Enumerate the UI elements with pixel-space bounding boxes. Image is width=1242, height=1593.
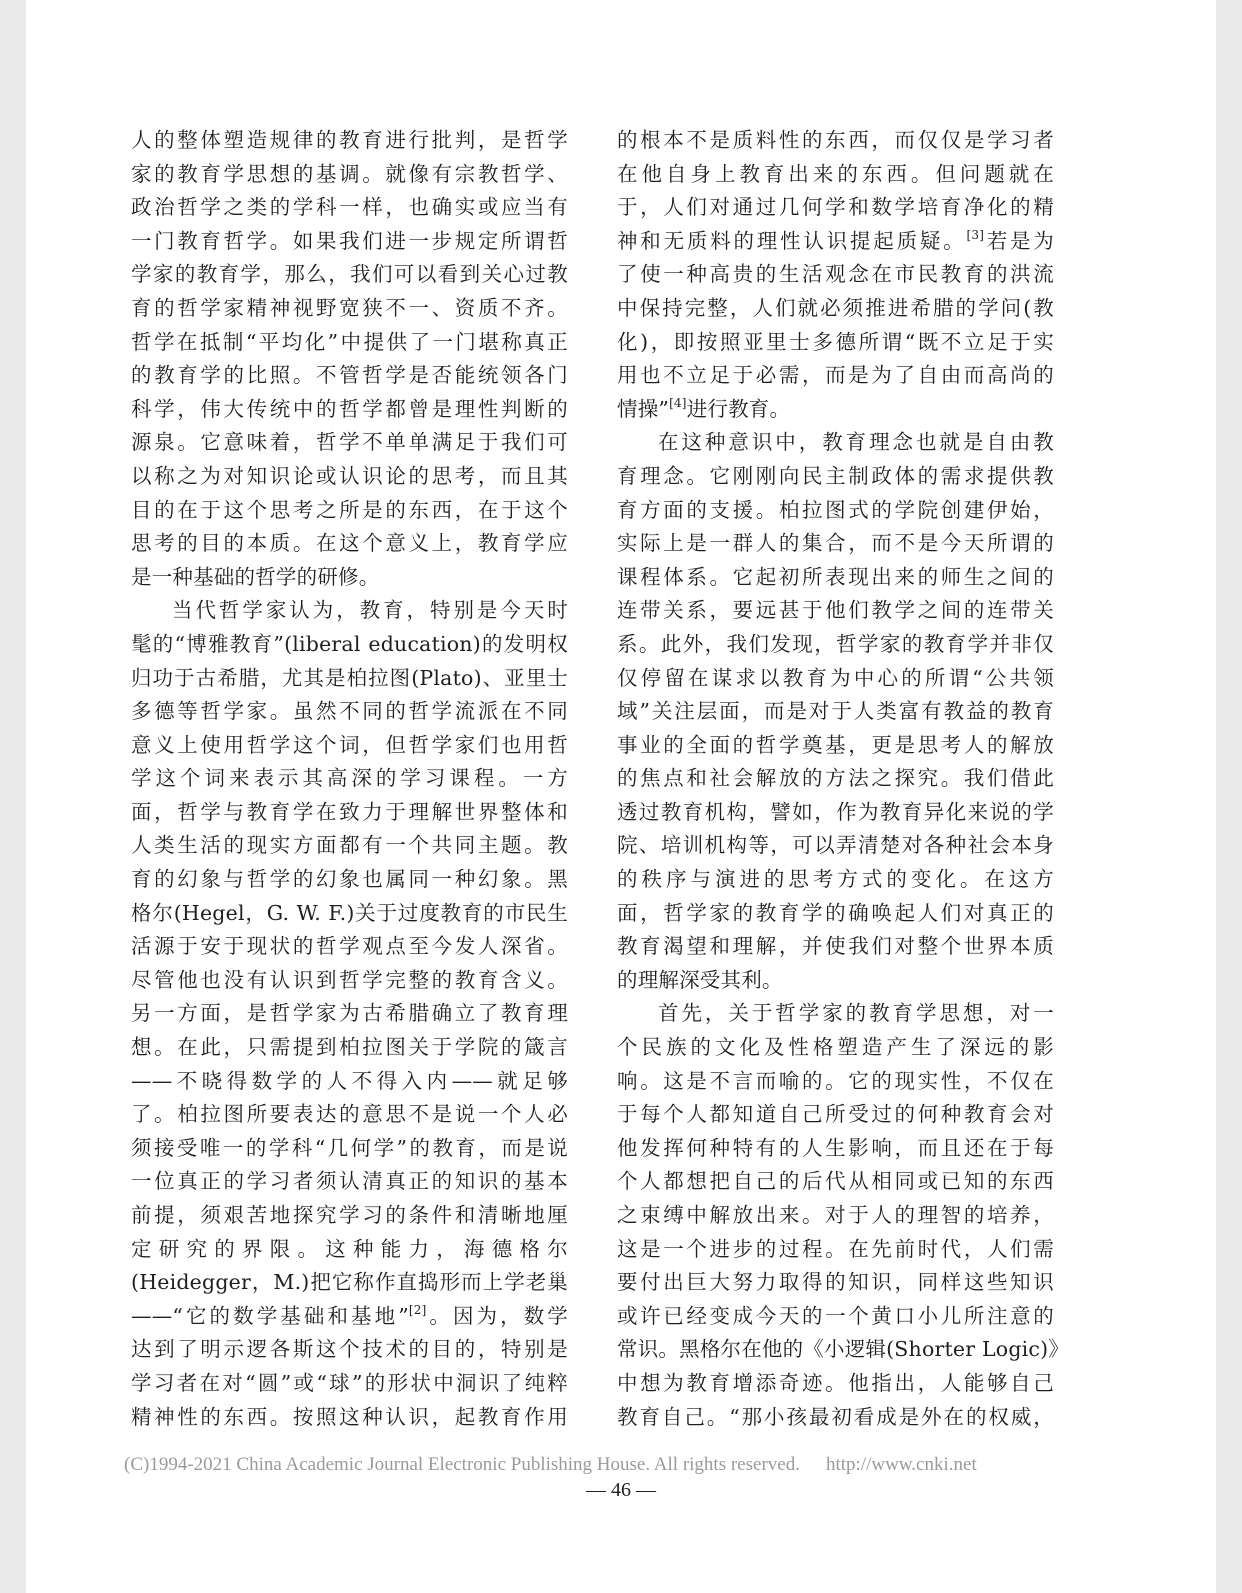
citation-ref: [4] [669, 395, 687, 410]
text-line: 学这个词来表示其高深的学习课程。一方 [131, 766, 568, 791]
text-line: ——不晓得数学的人不得入内——就足够 [131, 1068, 568, 1093]
text-line: 意义上使用哲学这个词，但哲学家们也用哲 [131, 732, 568, 757]
text-line: 要付出巨大努力取得的知识，同样这些知识 [617, 1270, 1054, 1295]
text-line: (Heidegger，M.)把它称作直捣形而上学老巢 [131, 1270, 568, 1295]
text-line: 这是一个进步的过程。在先前时代，人们需 [617, 1236, 1054, 1261]
text-line: 当代哲学家认为，教育，特别是今天时 [172, 598, 568, 623]
text-line: 学习者在对“圆”或“球”的形状中洞识了纯粹 [131, 1370, 568, 1395]
text-line: 精神性的东西。按照这种认识，起教育作用 [131, 1404, 568, 1429]
text-line: 在他自身上教育出来的东西。但问题就在 [617, 161, 1054, 186]
text-line: 政治哲学之类的学科一样，也确实或应当有 [131, 195, 568, 220]
text-line: 个民族的文化及性格塑造产生了深远的影 [617, 1035, 1054, 1060]
text-line: 家的教育学思想的基调。就像有宗教哲学、 [131, 161, 568, 186]
text-line: 想。在此，只需提到柏拉图关于学院的箴言 [131, 1035, 568, 1060]
text-line: 首先，关于哲学家的教育学思想，对一 [658, 1001, 1054, 1026]
text-line: 教育渴望和理解，并使我们对整个世界本质 [617, 934, 1054, 959]
citation-ref: [3] [966, 227, 985, 242]
text-line: 另一方面，是哲学家为古希腊确立了教育理 [131, 1001, 568, 1026]
text-line: 于每个人都知道自己所受过的何种教育会对 [617, 1102, 1054, 1127]
text-line: 常识。黑格尔在他的《小逻辑(Shorter Logic)》 [617, 1337, 1069, 1362]
text-line: 一门教育哲学。如果我们进一步规定所谓哲 [131, 228, 568, 253]
text-line: 活源于安于现状的哲学观点至今发人深省。 [131, 934, 568, 959]
text-line: 事业的全面的哲学奠基，更是思考人的解放 [617, 732, 1054, 757]
text-line: 于，人们对通过几何学和数学培育净化的精 [617, 195, 1054, 220]
text-line: 透过教育机构，譬如，作为教育异化来说的学 [617, 799, 1054, 824]
text-line: 响。这是不言而喻的。它的现实性，不仅在 [617, 1068, 1054, 1093]
text-line: 学家的教育学，那么，我们可以看到关心过教 [131, 262, 568, 287]
text-line: 归功于古希腊，尤其是柏拉图(Plato)、亚里士 [131, 665, 568, 690]
text-line: 面，哲学家的教育学的确唤起人们对真正的 [617, 900, 1054, 925]
text-line: 育方面的支援。柏拉图式的学院创建伊始， [617, 497, 1054, 522]
text-line: 目的在于这个思考之所是的东西，在于这个 [131, 497, 568, 522]
text-line: 一位真正的学习者须认清真正的知识的基本 [131, 1169, 568, 1194]
text-line: 了。柏拉图所要表达的意思不是说一个人必 [131, 1102, 568, 1127]
text-line: 用也不立足于必需，而是为了自由而高尚的 [617, 363, 1054, 388]
text-line: 的根本不是质料性的东西，而仅仅是学习者 [617, 128, 1054, 152]
text-line: 中想为教育增添奇迹。他指出，人能够自己 [617, 1370, 1054, 1395]
page-number: — 46 — [586, 1479, 656, 1501]
text-line: 或许已经变成今天的一个黄口小儿所注意的 [617, 1303, 1054, 1328]
text-line: 仅停留在谋求以教育为中心的所谓“公共领 [617, 665, 1054, 690]
text-line: 育的幻象与哲学的幻象也属同一种幻象。黑 [131, 867, 568, 892]
text-line: 前提，须艰苦地探究学习的条件和清晰地厘 [131, 1203, 568, 1227]
cnki-url: http://www.cnki.net [825, 1454, 977, 1475]
text-line: 中保持完整，人们就必须推进希腊的学问(教 [617, 295, 1054, 320]
text-line: 以称之为对知识论或认识论的思考，而且其 [131, 463, 568, 488]
text-line: 思考的目的本质。在这个意义上，教育学应 [131, 531, 568, 556]
text-line: 实际上是一群人的集合，而不是今天所谓的 [617, 531, 1054, 556]
text-line: 格尔(Hegel，G. W. F.)关于过度教育的市民生 [131, 900, 568, 925]
text-line: 人类生活的现实方面都有一个共同主题。教 [131, 833, 568, 858]
text-line: 哲学在抵制“平均化”中提供了一门堪称真正 [131, 329, 568, 354]
text-line: 髦的“博雅教育”(liberal education)的发明权 [131, 631, 568, 656]
text-line: 面，哲学与教育学在致力于理解世界整体和 [131, 799, 568, 824]
text-line: 的焦点和社会解放的方法之探究。我们借此 [617, 766, 1054, 791]
text-line: 的理解深受其利。 [617, 967, 783, 992]
text-line: 之束缚中解放出来。对于人的理智的培养， [617, 1203, 1054, 1227]
text-line: 神和无质料的理性认识提起质疑。[3]若是为 [617, 227, 1054, 253]
text-line: 源泉。它意味着，哲学不单单满足于我们可 [131, 430, 568, 455]
text-line: 个人都想把自己的后代从相同或已知的东西 [617, 1169, 1054, 1194]
text-line: 人的整体塑造规律的教育进行批判，是哲学 [131, 128, 568, 152]
text-line: 系。此外，我们发现，哲学家的教育学并非仅 [617, 631, 1054, 656]
copyright-text: (C)1994-2021 China Academic Journal Electronic Publishing House. All rights reserved. [124, 1454, 800, 1475]
text-line: 情操”[4]进行教育。 [617, 395, 791, 421]
text-line: 的秩序与演进的思考方式的变化。在这方 [617, 867, 1054, 892]
text-line: 达到了明示逻各斯这个技术的目的，特别是 [131, 1337, 568, 1362]
text-line: 育的哲学家精神视野宽狭不一、资质不齐。 [131, 295, 568, 320]
text-line: 须接受唯一的学科“几何学”的教育，而是说 [131, 1135, 568, 1160]
right-column [617, 124, 1069, 1434]
text-line: 连带关系，要远甚于他们教学之间的连带关 [617, 598, 1054, 623]
text-line: 科学，伟大传统中的哲学都曾是理性判断的 [131, 396, 568, 421]
text-line: 尽管他也没有认识到哲学完整的教育含义。 [131, 967, 568, 992]
text-line: 教育自己。“那小孩最初看成是外在的权威， [617, 1404, 1054, 1429]
text-line: 了使一种高贵的生活观念在市民教育的洪流 [617, 262, 1054, 287]
copyright-footer [124, 1454, 977, 1476]
text-line: 育理念。它刚刚向民主制政体的需求提供教 [617, 463, 1054, 488]
citation-ref: [2] [408, 1302, 427, 1317]
text-line: 域”关注层面，而是对于人类富有教益的教育 [617, 699, 1054, 724]
text-line: 化)，即按照亚里士多德所谓“既不立足于实 [617, 329, 1054, 354]
left-column [131, 124, 568, 1434]
text-line: ——“它的数学基础和基地”[2]。因为，数学 [131, 1302, 568, 1328]
text-line: 课程体系。它起初所表现出来的师生之间的 [617, 564, 1054, 589]
text-line: 是一种基础的哲学的研修。 [131, 564, 380, 589]
text-line: 的教育学的比照。不管哲学是否能统领各门 [131, 363, 568, 388]
text-line: 在这种意识中，教育理念也就是自由教 [658, 430, 1054, 455]
text-line: 院、培训机构等，可以弄清楚对各种社会本身 [617, 833, 1054, 858]
text-line: 定研究的界限。这种能力，海德格尔 [131, 1236, 568, 1261]
text-line: 多德等哲学家。虽然不同的哲学流派在不同 [131, 699, 568, 724]
text-line: 他发挥何种特有的人生影响，而且还在于每 [617, 1135, 1054, 1160]
